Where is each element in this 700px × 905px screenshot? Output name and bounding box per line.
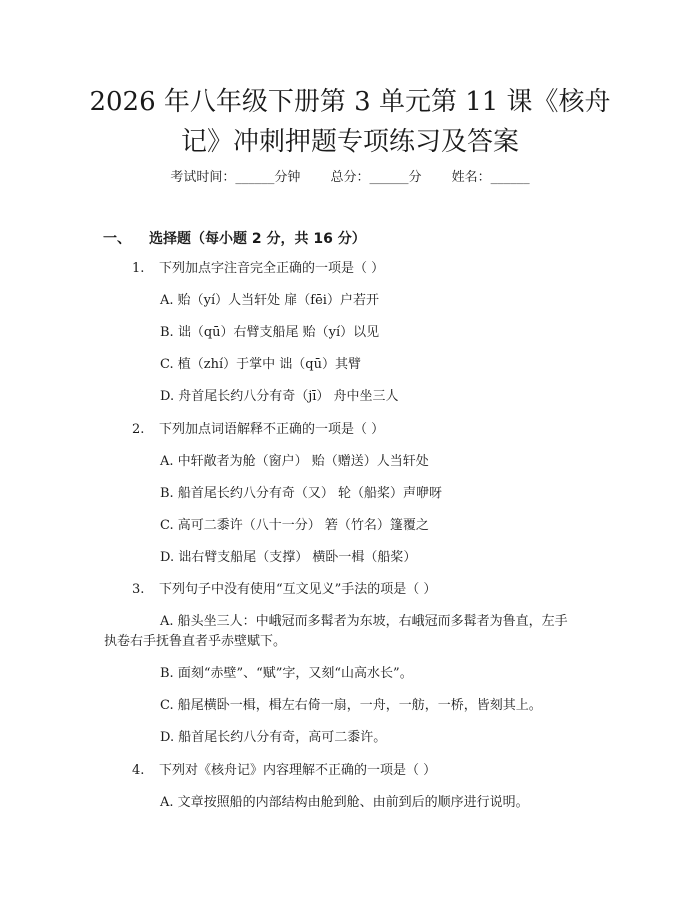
- section-title: 选择题（每小题 2 分，共 16 分）: [149, 231, 366, 247]
- section-number: 一、: [103, 231, 131, 247]
- question-2-option-b: B. 船首尾长约八分有奇（又） 轮（船桨）声咿呀: [160, 486, 442, 501]
- title-line-1: 2026 年八年级下册第 3 单元第 11 课《核舟: [89, 87, 611, 117]
- question-1-option-b: B. 诎（qū）右臂支船尾 贻（yí）以见: [160, 325, 380, 340]
- document-title: [70, 82, 630, 162]
- question-2-stem: [132, 420, 384, 440]
- question-4-option-a: A. 文章按照船的内部结构由舱到舱、由前到后的顺序进行说明。: [160, 795, 529, 810]
- question-2-option-c: C. 高可二黍许（八十一分） 箬（竹名）篷覆之: [160, 518, 429, 533]
- total-score-label: 总分：______分: [330, 170, 422, 185]
- exam-info: [0, 168, 700, 188]
- question-3-option-c: C. 船尾横卧一楫，楫左右倚一扇，一舟，一舫，一桥，皆刻其上。: [160, 698, 542, 713]
- question-1-option-c: C. 植（zhí）于掌中 诎（qū）其臂: [160, 357, 361, 372]
- question-2-option-a: A. 中轩敞者为舱（窗户） 贻（赠送）人当轩处: [160, 454, 429, 469]
- student-name-label: 姓名：______: [451, 170, 530, 185]
- question-3-option-b: B. 面刻“赤壁”、“赋”字，又刻“山高水长”。: [160, 666, 413, 681]
- question-1-option-a: A. 贻（yí）人当轩处 扉（fēi）户若开: [160, 293, 379, 308]
- question-1-option-d: D. 舟首尾长约八分有奇（jī） 舟中坐三人: [160, 389, 399, 404]
- question-1-stem: [132, 259, 384, 279]
- question-3-stem: [132, 580, 436, 600]
- question-3-option-a-continued: 执卷右手抚鲁直者乎赤壁赋下。: [104, 634, 287, 649]
- question-number: 3.: [132, 582, 145, 597]
- question-text: 下列加点词语解释不正确的一项是（ ）: [159, 422, 385, 437]
- question-2-option-d: D. 诎右臂支船尾（支撑） 横卧一楫（船桨）: [160, 550, 417, 565]
- question-number: 4.: [132, 763, 145, 778]
- question-number: 1.: [132, 261, 145, 276]
- question-number: 2.: [132, 422, 145, 437]
- section-heading-choice: [103, 229, 366, 249]
- exam-time-label: 考试时间：______分钟: [170, 170, 301, 185]
- title-line-2: 记》冲刺押题专项练习及答案: [180, 127, 519, 157]
- question-text: 下列对《核舟记》内容理解不正确的一项是（ ）: [159, 763, 437, 778]
- question-3-option-d: D. 船首尾长约八分有奇，高可二黍许。: [160, 730, 387, 745]
- question-4-stem: [132, 761, 436, 781]
- question-text: 下列加点字注音完全正确的一项是（ ）: [159, 261, 385, 276]
- question-text: 下列句子中没有使用“互文见义”手法的项是（ ）: [159, 582, 437, 597]
- question-3-option-a: A. 船头坐三人：中峨冠而多髯者为东坡，右峨冠而多髯者为鲁直，左手: [160, 614, 568, 629]
